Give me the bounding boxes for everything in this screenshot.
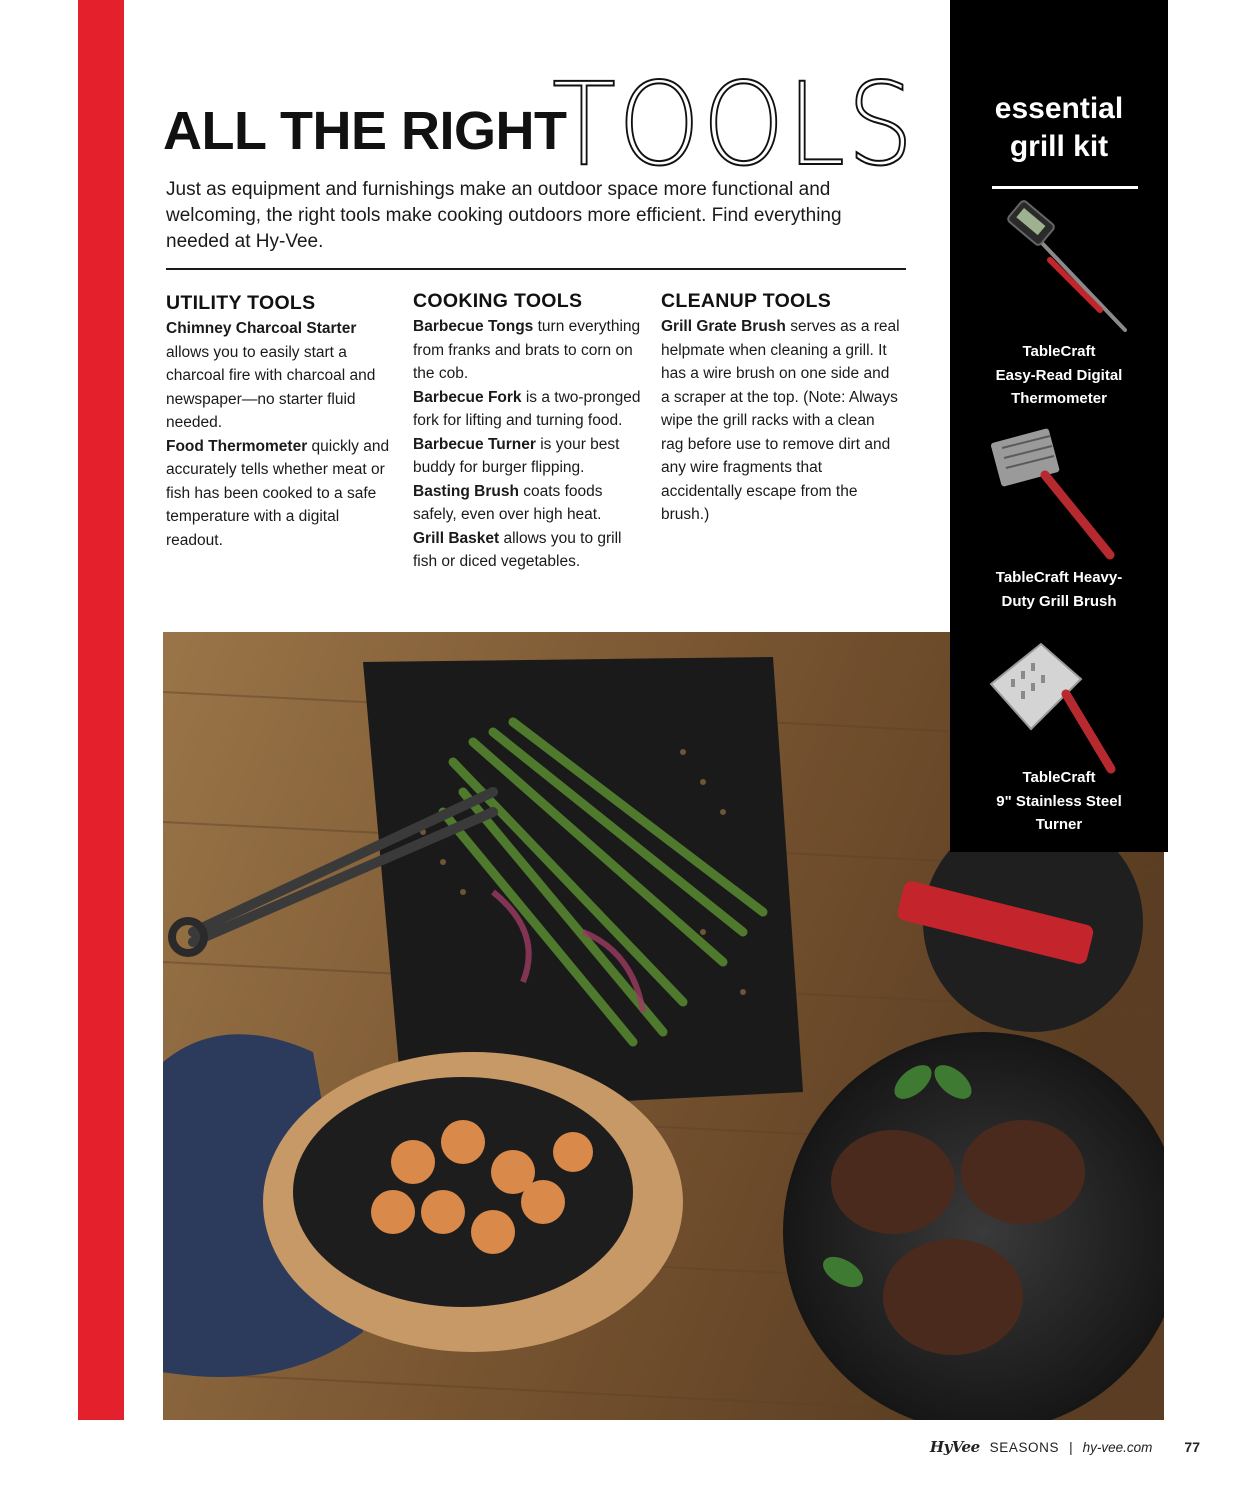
intro-paragraph: Just as equipment and furnishings make an outdoor space more functional and welcoming, the right tools make cooking outdoors more efficient. Find everything needed at Hy-Vee. <box>166 179 842 252</box>
item-name: Chimney Charcoal Starter <box>166 320 357 337</box>
kit-label-line: Turner <box>1035 816 1083 833</box>
section-divider <box>166 268 906 270</box>
item-name: Basting Brush <box>413 482 519 500</box>
red-accent-bar <box>78 0 124 1420</box>
hyvee-logo: HyVee <box>929 1438 980 1456</box>
kit-title-line2: grill kit <box>1009 130 1109 163</box>
cooking-item-tongs <box>413 315 643 386</box>
utility-item-chimney <box>166 317 391 435</box>
item-name: Grill Grate Brush <box>661 318 786 335</box>
item-text: is your best buddy for burger flipping. <box>413 435 620 476</box>
kit-label-line: TableCraft <box>1022 769 1096 786</box>
kit-product-thermometer-label <box>950 340 1168 411</box>
page-number: 77 <box>1184 1439 1200 1455</box>
item-name: Barbecue Fork <box>413 388 522 406</box>
thermometer-icon <box>990 200 1140 340</box>
item-text: allows you to easily start a charcoal fire with charcoal and newspaper—no starter fluid needed. <box>166 343 376 431</box>
kit-label-line: Easy-Read Digital <box>995 366 1123 384</box>
grill-brush-icon <box>990 420 1140 560</box>
item-text: coats foods safely, even over high heat. <box>413 482 603 523</box>
cooking-tools-heading: COOKING TOOLS <box>413 290 583 312</box>
item-text: is a two-pronged fork for lifting and turning food. <box>413 388 641 429</box>
kit-divider <box>992 186 1138 189</box>
cleanup-item-grate-brush <box>661 315 901 527</box>
item-text: quickly and accurately tells whether meat or fish has been cooked to a safe temperature with a digital readout. <box>166 437 390 549</box>
cooking-item-turner <box>413 433 643 480</box>
kit-label-line: Thermometer <box>1011 390 1107 407</box>
item-text: serves as a real helpmate when cleaning a grill. It has a wire brush on one side and a scraper at the top. (Note: Always wipe the grill racks with a clean rag before use to remove dirt and any wire fragments that accidentally escape from the brush.) <box>661 318 900 523</box>
essential-grill-kit-panel <box>950 0 1168 852</box>
page-footer <box>930 1438 1200 1456</box>
kit-label-line: TableCraft Heavy- <box>995 569 1123 586</box>
cleanup-tools-column <box>661 288 901 527</box>
item-name: Barbecue Tongs <box>413 318 534 335</box>
kit-product-turner-label <box>950 766 1168 837</box>
item-text: allows you to grill fish or diced vegetables. <box>413 529 622 570</box>
cooking-item-fork <box>413 386 643 433</box>
utility-tools-column <box>166 290 391 552</box>
footer-separator: | <box>1069 1439 1073 1455</box>
page-title-outline: TOOLS <box>552 58 916 191</box>
page-title-bold: ALL THE RIGHT <box>163 101 567 161</box>
kit-title <box>950 90 1168 166</box>
website-link[interactable]: hy-vee.com <box>1082 1439 1153 1455</box>
publication-name: SEASONS <box>989 1439 1060 1455</box>
cooking-item-basket <box>413 527 643 574</box>
kit-product-grill-brush-label <box>950 566 1168 613</box>
cooking-item-brush <box>413 480 643 527</box>
kit-label-line: 9" Stainless Steel <box>996 792 1122 810</box>
kit-label-line: TableCraft <box>1022 343 1096 360</box>
item-text: turn everything from franks and brats to corn on the cob. <box>413 318 641 382</box>
turner-icon <box>986 634 1136 774</box>
item-name: Grill Basket <box>413 529 500 547</box>
item-name: Food Thermometer <box>166 437 308 455</box>
kit-label-line: Duty Grill Brush <box>1001 592 1117 610</box>
cooking-tools-column <box>413 288 643 574</box>
skillet <box>293 1077 633 1307</box>
item-name: Barbecue Turner <box>413 435 536 453</box>
kit-title-line1: essential <box>994 92 1124 125</box>
utility-item-thermometer <box>166 435 391 553</box>
utility-tools-heading: UTILITY TOOLS <box>166 292 316 314</box>
grill-basket <box>363 657 803 1112</box>
cleanup-tools-heading: CLEANUP TOOLS <box>661 290 832 312</box>
